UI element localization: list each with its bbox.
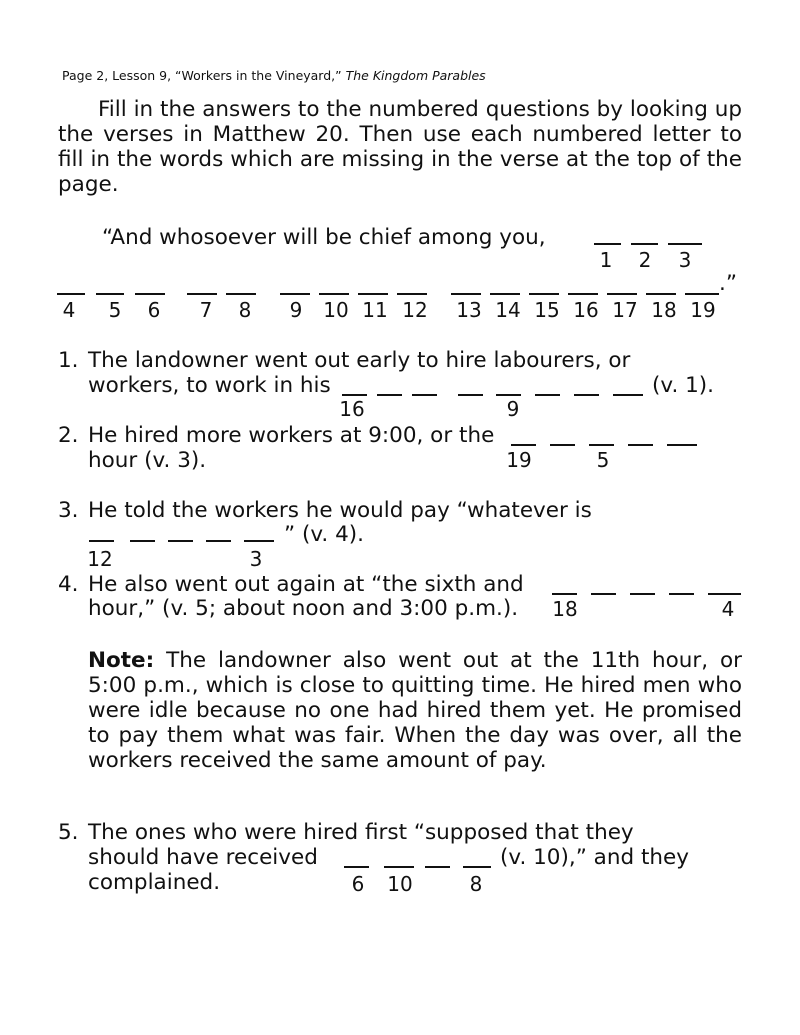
- question-1-reference: (v. 1).: [652, 373, 715, 398]
- question-5-blank[interactable]: [425, 866, 450, 868]
- question-5-blank[interactable]: [384, 866, 414, 868]
- question-2-number: 2.: [58, 423, 79, 448]
- verse-blank-5[interactable]: [96, 293, 124, 295]
- question-5-line-2: should have received: [88, 845, 318, 870]
- verse-letter-number: 14: [495, 298, 521, 322]
- verse-blank-16[interactable]: [568, 293, 598, 295]
- question-1-letter-number: 9: [506, 397, 520, 421]
- instructions: Fill in the answers to the numbered questions by looking up the verses in Matthew 20. Then use each numbered letter to fill in the words which are missing in the verse at the top of the page.: [58, 97, 742, 197]
- note-label: Note:: [88, 648, 155, 673]
- header-book-title: The Kingdom Parables: [345, 68, 486, 83]
- verse-letter-number: 9: [289, 298, 303, 322]
- question-4-line-2: hour,” (v. 5; about noon and 3:00 p.m.).: [88, 596, 519, 621]
- question-5-line-3: complained.: [88, 870, 221, 895]
- verse-letter-number: 15: [534, 298, 560, 322]
- question-1-blank[interactable]: [377, 394, 402, 396]
- question-1-blank[interactable]: [412, 394, 437, 396]
- verse-letter-number: 16: [573, 298, 599, 322]
- question-5-letter-number: 8: [469, 872, 483, 896]
- verse-blank-3[interactable]: [668, 243, 702, 245]
- question-3-line-1: He told the workers he would pay “whatever is: [88, 498, 592, 523]
- verse-blank-18[interactable]: [646, 293, 676, 295]
- note-text: The landowner also went out at the 11th hour, or 5:00 p.m., which is close to quitting time. He hired men who were idle because no one had hired them yet. He promised to pay them what was fair. When the day was over, all the workers received the same amount of pay.: [88, 648, 742, 773]
- question-1-blank[interactable]: [496, 394, 521, 396]
- question-1-blank[interactable]: [574, 394, 599, 396]
- question-3-reference: ” (v. 4).: [284, 522, 364, 547]
- question-1-letter-number: 16: [339, 397, 365, 421]
- verse-letter-number: 18: [651, 298, 677, 322]
- verse-end-quote: .”: [719, 271, 737, 296]
- question-5-letter-number: 10: [387, 872, 413, 896]
- verse-letter-number: 12: [402, 298, 428, 322]
- question-3-blank[interactable]: [244, 540, 274, 542]
- question-1-number: 1.: [58, 348, 79, 373]
- question-1-line-1: The landowner went out early to hire labourers, or: [88, 348, 631, 373]
- question-3-blank[interactable]: [89, 540, 114, 542]
- question-3-letter-number: 3: [249, 547, 263, 571]
- verse-blank-6[interactable]: [135, 293, 165, 295]
- page-header: [62, 68, 486, 83]
- question-4-blank[interactable]: [630, 593, 655, 595]
- question-3-number: 3.: [58, 498, 79, 523]
- question-1-blank[interactable]: [535, 394, 560, 396]
- verse-blank-8[interactable]: [226, 293, 256, 295]
- verse-blank-2[interactable]: [631, 243, 658, 245]
- question-4-blank[interactable]: [591, 593, 616, 595]
- question-2-blank[interactable]: [550, 444, 575, 446]
- verse-letter-number: 19: [690, 298, 716, 322]
- question-4-blank[interactable]: [669, 593, 694, 595]
- question-4-number: 4.: [58, 572, 79, 597]
- verse-letter-number: 5: [108, 298, 122, 322]
- verse-blank-9[interactable]: [280, 293, 310, 295]
- verse-blank-11[interactable]: [358, 293, 388, 295]
- question-2-line-2: hour (v. 3).: [88, 448, 207, 473]
- verse-letter-number: 8: [238, 298, 252, 322]
- question-5-reference: (v. 10),” and they: [500, 845, 689, 870]
- verse-letter-number: 6: [147, 298, 161, 322]
- verse-blank-15[interactable]: [529, 293, 559, 295]
- verse-blank-7[interactable]: [187, 293, 217, 295]
- question-3-blank[interactable]: [206, 540, 231, 542]
- question-2-letter-number: 19: [506, 448, 532, 472]
- verse-letter-number: 13: [456, 298, 482, 322]
- verse-blank-14[interactable]: [490, 293, 520, 295]
- verse-blank-1[interactable]: [594, 243, 621, 245]
- question-4-letter-number: 18: [552, 597, 578, 621]
- question-2-letter-number: 5: [596, 448, 610, 472]
- verse-letter-number: 1: [599, 248, 613, 272]
- question-1-blank[interactable]: [458, 394, 483, 396]
- question-2-blank[interactable]: [589, 444, 614, 446]
- note-paragraph: [88, 648, 742, 773]
- verse-letter-number: 17: [612, 298, 638, 322]
- question-4-blank[interactable]: [552, 593, 577, 595]
- question-1-blank[interactable]: [613, 394, 643, 396]
- verse-blank-17[interactable]: [607, 293, 637, 295]
- verse-blank-12[interactable]: [397, 293, 427, 295]
- verse-blank-13[interactable]: [451, 293, 481, 295]
- question-2-line-1: He hired more workers at 9:00, or the: [88, 423, 495, 448]
- question-2-blank[interactable]: [628, 444, 653, 446]
- verse-blank-4[interactable]: [57, 293, 85, 295]
- question-3-letter-number: 12: [87, 547, 113, 571]
- verse-letter-number: 10: [323, 298, 349, 322]
- question-5-line-1: The ones who were hired first “supposed that they: [88, 820, 634, 845]
- verse-letter-number: 11: [362, 298, 388, 322]
- question-5-number: 5.: [58, 820, 79, 845]
- verse-letter-number: 3: [678, 248, 692, 272]
- verse-letter-number: 7: [199, 298, 213, 322]
- question-4-letter-number: 4: [721, 597, 735, 621]
- question-3-blank[interactable]: [130, 540, 155, 542]
- question-2-blank[interactable]: [511, 444, 536, 446]
- verse-line-1: “And whosoever will be chief among you,: [102, 225, 546, 250]
- question-5-letter-number: 6: [351, 872, 365, 896]
- verse-letter-number: 4: [62, 298, 76, 322]
- verse-blank-19[interactable]: [685, 293, 719, 295]
- verse-blank-10[interactable]: [319, 293, 349, 295]
- question-3-blank[interactable]: [168, 540, 193, 542]
- question-4-blank[interactable]: [708, 593, 741, 595]
- header-prefix: Page 2, Lesson 9, “Workers in the Vineyard,”: [62, 68, 342, 83]
- question-4-line-1: He also went out again at “the sixth and: [88, 572, 524, 597]
- question-1-blank[interactable]: [342, 394, 367, 396]
- verse-letter-number: 2: [638, 248, 652, 272]
- question-1-line-2: workers, to work in his: [88, 373, 331, 398]
- question-2-blank[interactable]: [667, 444, 697, 446]
- question-5-blank[interactable]: [344, 866, 369, 868]
- question-5-blank[interactable]: [463, 866, 491, 868]
